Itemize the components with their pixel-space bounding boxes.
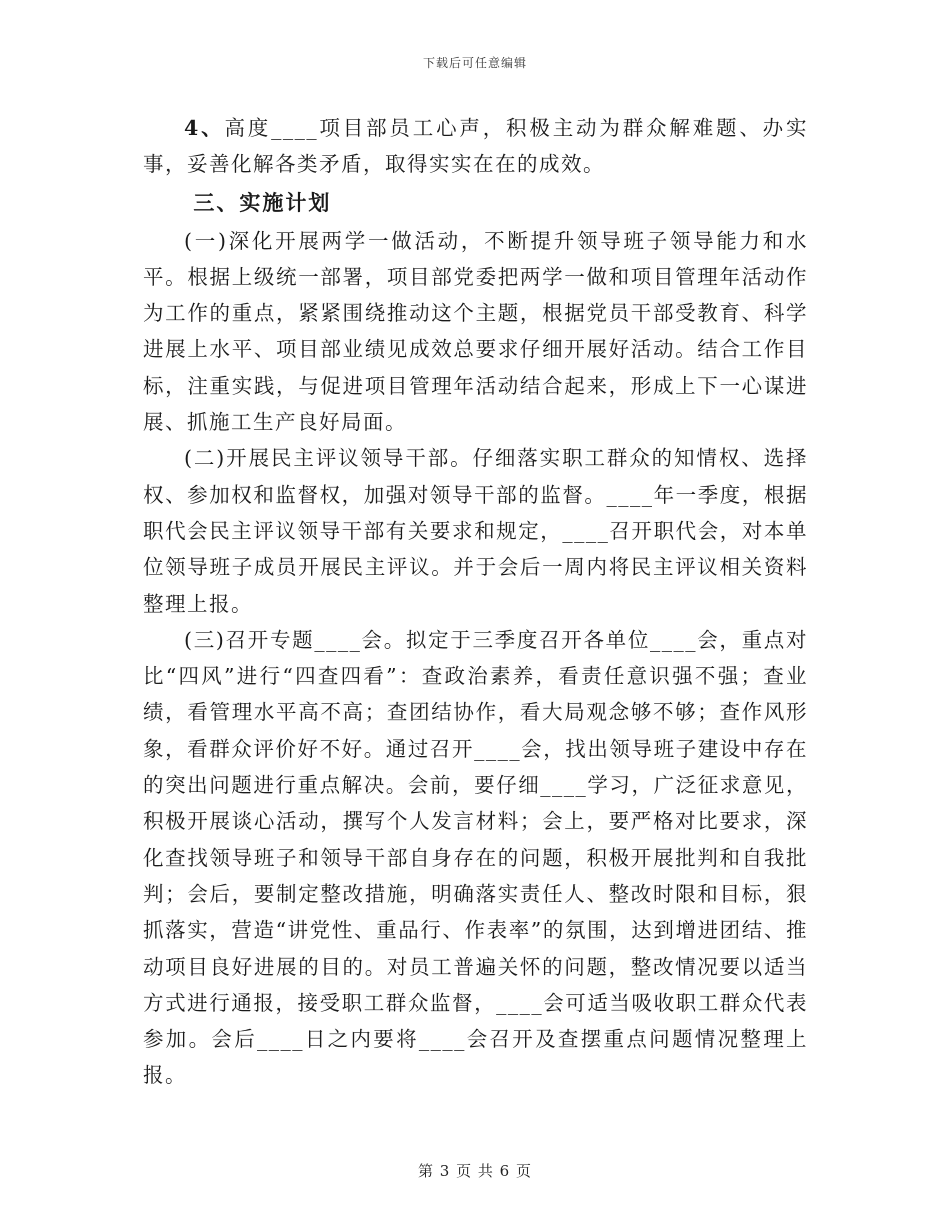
item-4-paragraph [143,110,808,183]
paragraph-2: (二)开展民主评议领导干部。仔细落实职工群众的知情权、选择权、参加权和监督权，加强对领导干部的监督。____年一季度，根据职代会民主评议领导干部有关要求和规定，____召开职代会，对本单位领导班子成员开展民主评议。并于会后一周内将民主评议相关资料整理上报。 [143,446,808,616]
paragraph-1: (一)深化开展两学一做活动，不断提升领导班子领导能力和水平。根据上级统一部署，项目部党委把两学一做和项目管理年活动作为工作的重点，紧紧围绕推动这个主题，根据党员干部受教育、科学进展上水平、项目部业绩见成效总要求仔细开展好活动。结合工作目标，注重实践，与促进项目管理年活动结合起来，形成上下一心谋进展、抓施工生产良好局面。 [143,228,808,435]
document-body [143,110,808,1094]
paragraph-3: (三)召开专题____会。拟定于三季度召开各单位____会，重点对比“四风”进行“四查四看”：查政治素养，看责任意识强不强；查业绩，看管理水平高不高；查团结协作，看大局观念够不够；查作风形象，看群众评价好不好。通过召开____会，找出领导班子建设中存在的突出问题进行重点解决。会前，要仔细____学习，广泛征求意见，积极开展谈心活动，撰写个人发言材料；会上，要严格对比要求，深化查找领导班子和领导干部自身存在的问题，积极开展批判和自我批判；会后，要制定整改措施，明确落实责任人、整改时限和目标，狠抓落实，营造“讲党性、重品行、作表率”的氛围，达到增进团结、推动项目良好进展的目的。对员工普遍关怀的问题，整改情况要以适当方式进行通报，接受职工群众监督，____会可适当吸收职工群众代表参加。会后____日之内要将____会召开及查摆重点问题情况整理上报。 [143,627,808,1088]
page-footer: 第 3 页 共 6 页 [418,1162,532,1180]
item-4-text: 高度____项目部员工心声，积极主动为群众解难题、办实事，妥善化解各类矛盾，取得实实在在的成效。 [143,116,809,177]
page-header: 下载后可任意编辑 [422,56,527,70]
section-3-title: 三、实施计划 [193,189,332,215]
item-4-number: 4、 [184,116,225,140]
